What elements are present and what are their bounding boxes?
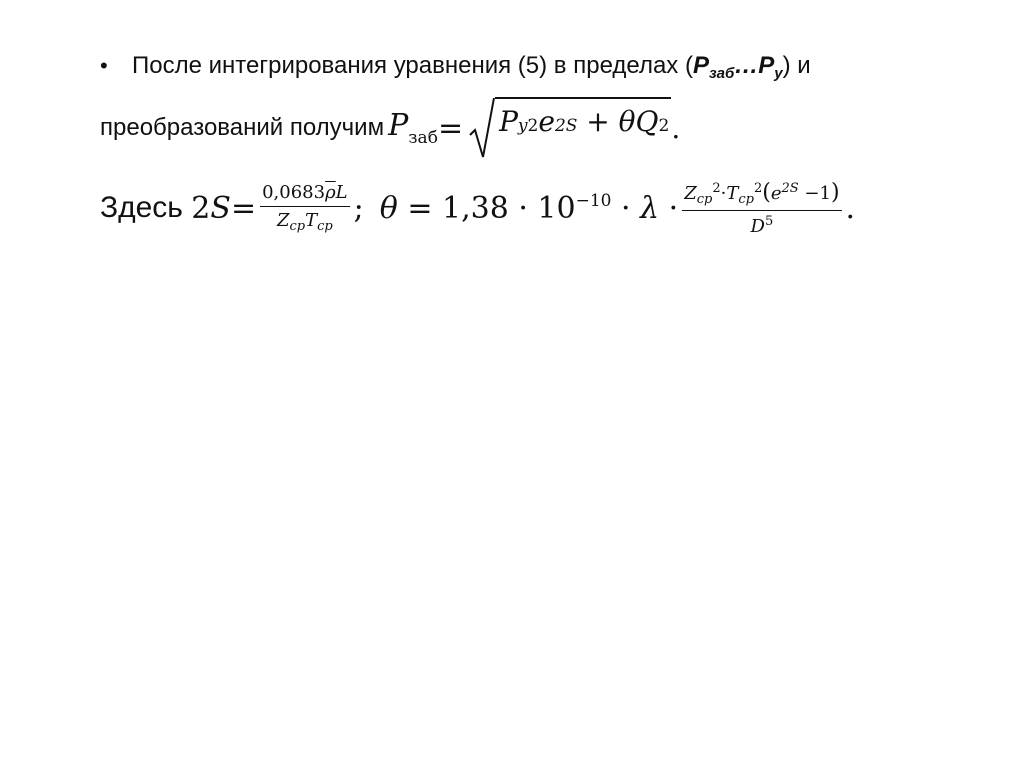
equals-sign-1: =: [230, 190, 257, 226]
fraction-theta-denominator: $D^5$: [750, 213, 774, 237]
bullet-line: [100, 52, 811, 82]
bullet-icon: •: [100, 53, 108, 78]
ellipsis: …: [734, 52, 759, 79]
sqrt-icon: [469, 97, 495, 159]
text-obtain: преобразований получим: [100, 114, 385, 141]
text-and: ) и: [782, 52, 811, 79]
equation-line-pzab: [100, 88, 680, 168]
sqrt-radicand: P y 2 e 2S + θQ 2: [495, 97, 671, 159]
equation-line-definitions: [100, 168, 855, 248]
equals-sign: =: [437, 110, 464, 146]
period: .: [671, 111, 681, 145]
text-intro: После интегрирования уравнения (5) в пределах (: [132, 52, 693, 79]
fraction-theta-numerator: $Z_{cp}^2\cdot T_{cp}^2(e^{2S} -1)$: [682, 180, 841, 211]
dot-2: ·: [659, 190, 679, 226]
p-y-symbol: $P_у$: [758, 52, 783, 82]
lhs-pzab: $P_{заб}$: [388, 108, 438, 148]
lambda-symbol: λ: [640, 190, 660, 226]
dot-1: ·: [611, 190, 641, 226]
theta-symbol: θ: [379, 190, 398, 226]
semicolon: ;: [353, 190, 364, 226]
fraction-theta: [682, 180, 841, 237]
sqrt-expression: [469, 97, 671, 159]
fraction-2s-denominator: $Z_{cp}T_{cp}$: [276, 210, 333, 234]
two-s: 2S: [191, 190, 231, 226]
fraction-2s-numerator: $0,0683\overline{\rho}L$: [260, 182, 350, 207]
theta-coefficient: $1,38 \cdot 10^{-10}$: [442, 190, 612, 226]
period-final: .: [845, 190, 856, 226]
equals-sign-2: =: [397, 190, 442, 226]
text-here: Здесь: [100, 191, 192, 224]
fraction-2s: [260, 182, 350, 234]
p-zab-symbol: $P_{заб}$: [692, 52, 735, 82]
